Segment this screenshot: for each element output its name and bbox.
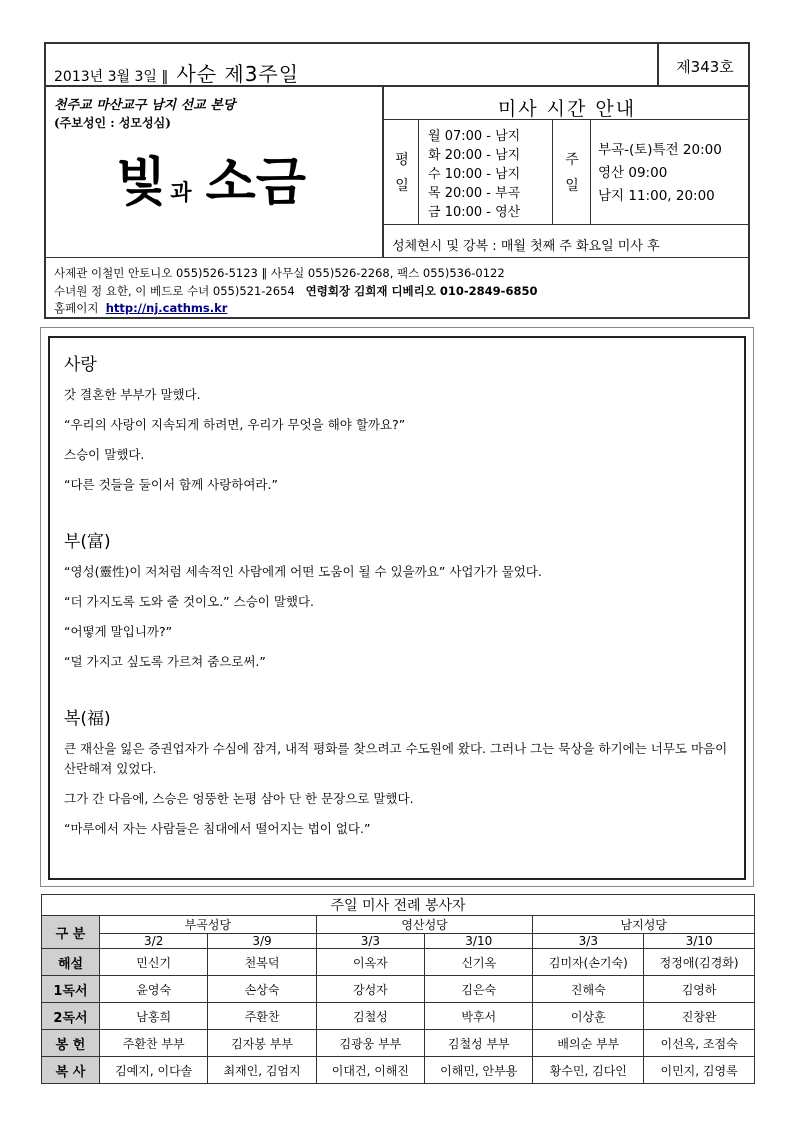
schedule-item: 월 07:00 - 남지 — [428, 129, 521, 144]
table-row — [42, 1057, 755, 1084]
funeral-society-contact: 연령회장 김희재 디베리오 010-2849-6850 — [305, 283, 538, 298]
table-cell: 박후서 — [425, 1003, 533, 1030]
church-header: 남지성당 — [533, 916, 755, 934]
convent-contact: 수녀원 정 요한, 이 베드로 수녀 055)521-2654 — [54, 283, 295, 298]
table-cell: 정정애(김경화) — [644, 949, 755, 976]
table-cell: 김영하 — [644, 976, 755, 1003]
weekday-label-divider — [418, 120, 419, 224]
table-cell: 진창완 — [644, 1003, 755, 1030]
paragraph: 큰 재산을 잃은 증권업자가 수심에 잠겨, 내적 평화를 찾으려고 수도원에 왔다. 그러나 그는 묵상을 하기에는 너무도 마음이 산란해져 있었다. — [64, 741, 728, 776]
date-header: 3/10 — [425, 934, 533, 949]
table-cell: 남홍희 — [100, 1003, 208, 1030]
table-cell: 윤영숙 — [100, 976, 208, 1003]
table-cell: 김미자(손기숙) — [533, 949, 644, 976]
table-title: 주일 미사 전례 봉사자 — [42, 895, 755, 916]
sunday-divider-left — [552, 120, 553, 224]
mass-times-title: 미사 시간 안내 — [497, 98, 637, 120]
table-cell: 주환찬 — [208, 1003, 316, 1030]
paragraph: 스승이 말했다. — [64, 447, 145, 462]
church-header: 영산성당 — [316, 916, 533, 934]
masthead-title — [116, 140, 306, 215]
table-cell: 배의순 부부 — [533, 1030, 644, 1057]
article-section — [64, 350, 730, 495]
table-cell: 이선옥, 조점숙 — [644, 1030, 755, 1057]
contact-line-1: 사제관 이철민 안토니오 055)526-5123 ‖ 사무실 055)526-2268, 팩스 055)536-0122 — [54, 266, 505, 280]
sunday-schedule — [598, 139, 722, 208]
paragraph: 그가 간 다음에, 스승은 엉뚱한 논평 삼아 단 한 문장으로 말했다. — [64, 791, 414, 806]
contact-info — [54, 265, 537, 318]
table-cell: 황수민, 김다인 — [533, 1057, 644, 1084]
date-header: 3/9 — [208, 934, 316, 949]
table-cell: 신기옥 — [425, 949, 533, 976]
role-label: 1독서 — [42, 976, 100, 1003]
table-row — [42, 1003, 755, 1030]
date-header: 3/3 — [316, 934, 424, 949]
weekday-label-char: 평 — [395, 152, 409, 168]
role-label: 해설 — [42, 949, 100, 976]
table-cell: 이대건, 이해진 — [316, 1057, 424, 1084]
schedule-item: 영산 09:00 — [598, 165, 668, 181]
masthead-conjunction: 과 — [170, 180, 192, 206]
table-cell: 김철성 — [316, 1003, 424, 1030]
table-cell: 김은숙 — [425, 976, 533, 1003]
schedule-item: 부곡-(토)특전 20:00 — [598, 142, 722, 158]
issue-date-line — [54, 58, 299, 87]
article-section — [64, 704, 730, 839]
patron-saint: (주보성인 : 성모성심) — [54, 116, 171, 130]
section-title: 복(福) — [64, 709, 111, 729]
table-row — [42, 976, 755, 1003]
masthead-light: 빛 — [116, 152, 167, 213]
table-cell: 이상훈 — [533, 1003, 644, 1030]
section-title: 부(富) — [64, 532, 111, 552]
table-cell: 김자봉 부부 — [208, 1030, 316, 1057]
adoration-notice: 성체현시 및 강복 : 매월 첫째 주 화요일 미사 후 — [392, 239, 660, 254]
contact-line-2 — [54, 283, 537, 301]
homepage-link[interactable]: http://nj.cathms.kr — [105, 301, 228, 315]
table-cell: 이민지, 김영록 — [644, 1057, 755, 1084]
table-cell: 강성자 — [316, 976, 424, 1003]
table-cell: 최재인, 김엄지 — [208, 1057, 316, 1084]
parish-name: 천주교 마산교구 남지 선교 본당 — [54, 98, 236, 113]
weekday-label-char: 일 — [395, 178, 409, 194]
section-title: 사랑 — [64, 355, 97, 375]
liturgical-season: 사순 제3주일 — [176, 62, 300, 86]
paragraph: “다른 것들을 둘이서 함께 사랑하여라.” — [64, 477, 278, 492]
article-section — [64, 527, 730, 672]
sunday-label-char: 주 — [565, 152, 579, 168]
sunday-label-char: 일 — [565, 178, 579, 194]
role-label: 복 사 — [42, 1057, 100, 1084]
homepage-line — [54, 300, 537, 318]
reflection-article — [48, 336, 746, 880]
date-header: 3/10 — [644, 934, 755, 949]
date-header: 3/2 — [100, 934, 208, 949]
table-cell: 진해숙 — [533, 976, 644, 1003]
table-cell: 이해민, 안부용 — [425, 1057, 533, 1084]
issue-date: 2013년 3월 3일 ‖ — [54, 69, 169, 85]
corner-label: 구 분 — [42, 916, 100, 949]
schedule-item: 목 20:00 - 부곡 — [428, 186, 521, 201]
issue-number: 제343호 — [676, 58, 734, 76]
issue-divider — [657, 44, 659, 85]
paragraph: “마루에서 자는 사람들은 침대에서 떨어지는 법이 없다.” — [64, 821, 371, 836]
role-label: 봉 헌 — [42, 1030, 100, 1057]
contacts-divider — [46, 257, 748, 258]
table-cell: 김철성 부부 — [425, 1030, 533, 1057]
paragraph: “더 가지도록 도와 줄 것이오.” 스승이 말했다. — [64, 594, 315, 609]
homepage-label: 홈페이지 — [54, 301, 99, 315]
paragraph: 갓 결혼한 부부가 말했다. — [64, 387, 201, 402]
schedule-item: 금 10:00 - 영산 — [428, 205, 521, 220]
schedule-bottom-divider — [384, 224, 748, 225]
table-cell: 주환찬 부부 — [100, 1030, 208, 1057]
schedule-item: 수 10:00 - 남지 — [428, 167, 521, 182]
paragraph: “우리의 사랑이 지속되게 하려면, 우리가 무엇을 해야 할까요?” — [64, 417, 406, 432]
paragraph: “덜 가지고 싶도록 가르쳐 줌으로써.” — [64, 654, 266, 669]
liturgy-ministers-table — [41, 894, 755, 1084]
weekday-label — [387, 147, 417, 199]
sunday-label — [557, 147, 587, 199]
paragraph: “영성(靈性)이 저처럼 세속적인 사람에게 어떤 도움이 될 수 있을까요” 사업가가 물었다. — [64, 564, 542, 579]
church-header: 부곡성당 — [100, 916, 317, 934]
table-row — [42, 949, 755, 976]
table-cell: 천복덕 — [208, 949, 316, 976]
table-cell: 이옥자 — [316, 949, 424, 976]
table-cell: 민신기 — [100, 949, 208, 976]
masthead-salt: 소금 — [205, 152, 306, 213]
paragraph: “어떻게 말입니까?” — [64, 624, 173, 639]
sunday-divider-right — [590, 120, 591, 224]
table-row — [42, 1030, 755, 1057]
date-header: 3/3 — [533, 934, 644, 949]
table-cell: 김예지, 이다솔 — [100, 1057, 208, 1084]
table-cell: 손상숙 — [208, 976, 316, 1003]
role-label: 2독서 — [42, 1003, 100, 1030]
schedule-item: 남지 11:00, 20:00 — [598, 188, 715, 204]
table-cell: 김광웅 부부 — [316, 1030, 424, 1057]
bulletin-header — [44, 42, 750, 319]
weekday-schedule — [428, 127, 520, 222]
schedule-item: 화 20:00 - 남지 — [428, 148, 521, 163]
